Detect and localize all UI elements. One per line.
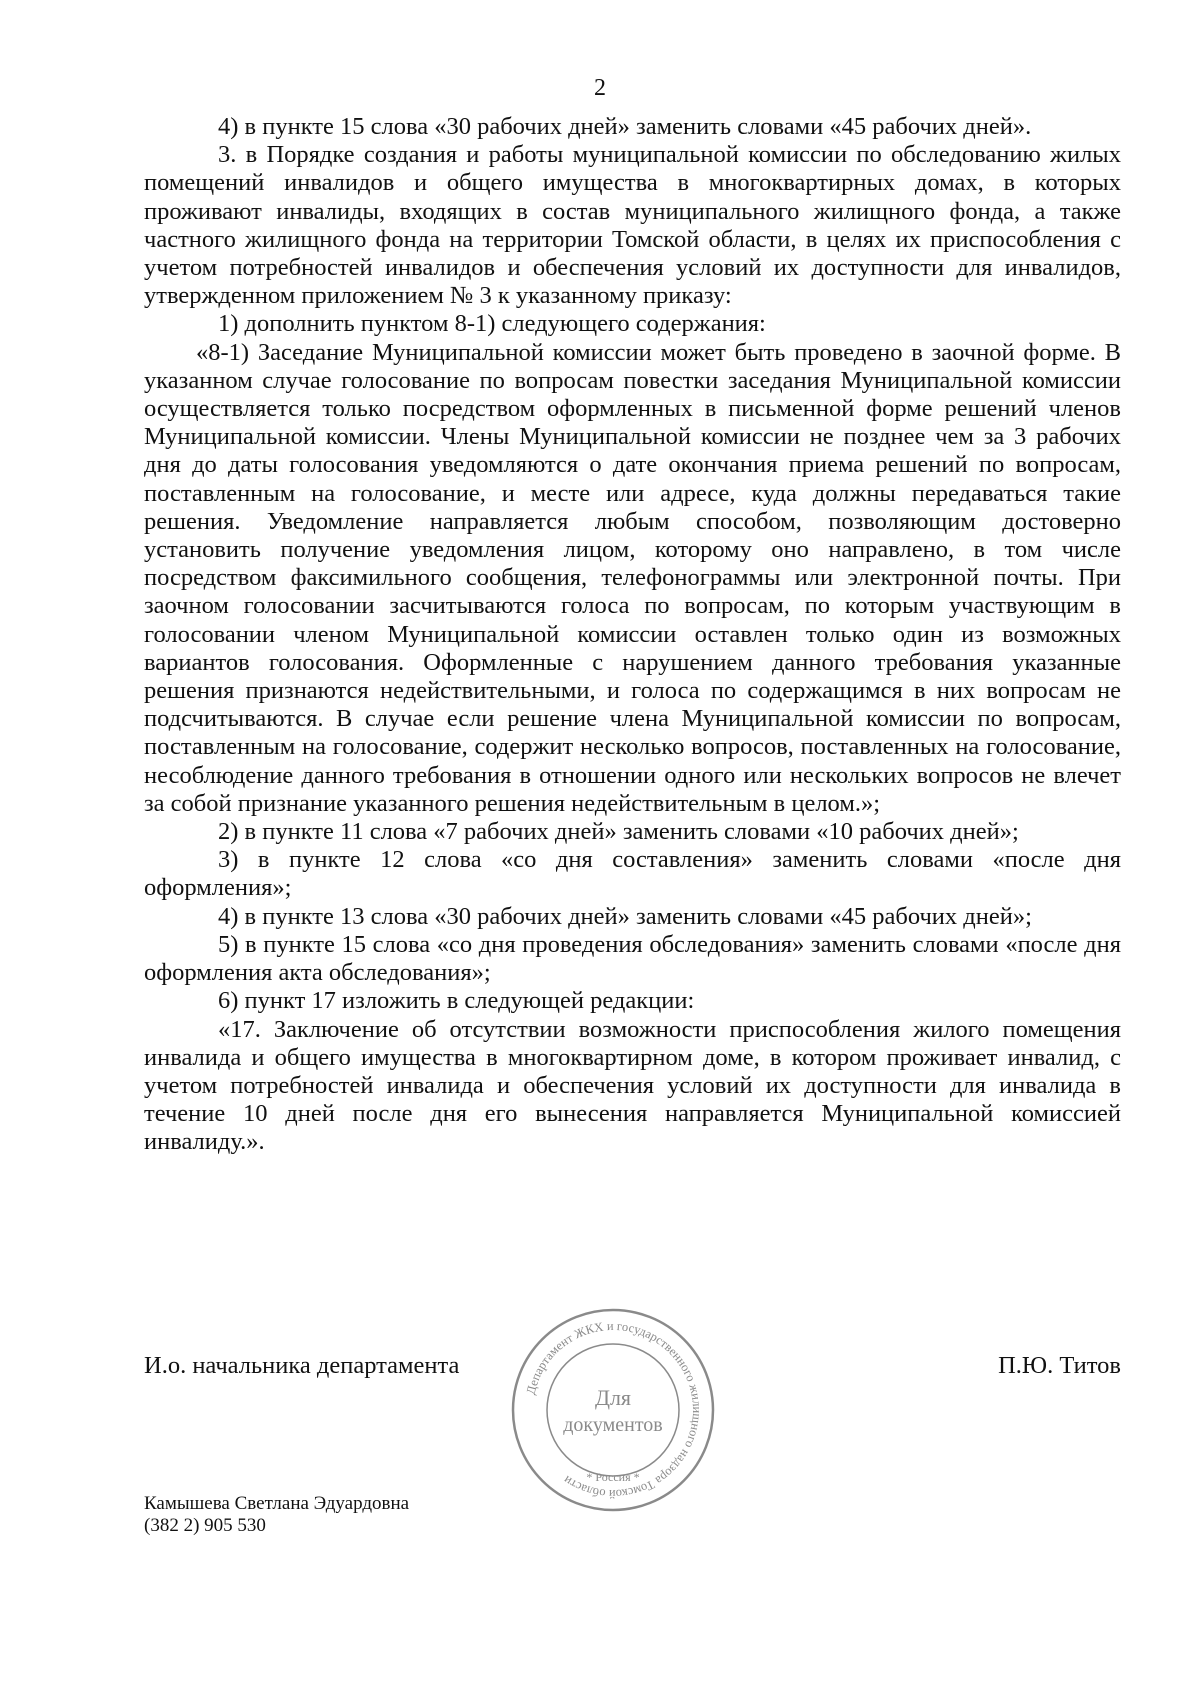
paragraph: «8-1) Заседание Муниципальной комиссии может быть проведено в заочной форме. В указанном случае голосование по вопросам повестки заседания Муниципальной комиссии осуществляется только посредством оформленных в письменной форме решений членов Муниципальной комиссии. Члены Муниципальной комиссии не позднее чем за 3 рабочих дня до даты голосования уведомляются о дате окончания приема решений по вопросам, поставленным на голосование, и месте или адресе, куда должны передаваться такие решения. Уведомление направляется любым способом, позволяющим достоверно установить получение уведомления лицом, которому оно направлено, в том числе посредством факсимильного сообщения, телефонограммы или электронной почты. При заочном голосовании засчитываются голоса по вопросам, по которым участвующим в голосовании членом Муниципальной комиссии оставлен только один из возможных вариантов голосования. Оформленные с нарушением данного требования указанные решения признаются недействительными, и голоса по содержащимся в них вопросам не подсчитываются. В случае если решение члена Муниципальной комиссии по вопросам, поставленным на голосование, содержит несколько вопросов, поставленных на голосование, несоблюдение данного требования в отношении одного или нескольких вопросов не влечет за собой признание указанного решения недействительным в целом.»; — [144, 338, 1121, 817]
stamp-bottom-text: * Россия * — [586, 1470, 640, 1484]
signer-name: П.Ю. Титов — [998, 1352, 1121, 1379]
paragraph: 1) дополнить пунктом 8-1) следующего содержания: — [218, 310, 766, 338]
stamp-center-line-1: Для — [594, 1385, 632, 1410]
paragraph: 3. в Порядке создания и работы муниципальной комиссии по обследованию жилых помещений инвалидов и общего имущества в многоквартирных домах, в которых проживают инвалиды, входящих в состав муниципального жилищного фонда, а также частного жилищного фонда на территории Томской области, в целях их приспособления с учетом потребностей инвалидов и обеспечения условий их доступности для инвалидов, утвержденном приложением № 3 к указанному приказу: — [144, 141, 1121, 310]
document-body — [144, 113, 1121, 1157]
stamp-center-line-2: документов — [563, 1414, 663, 1436]
executor-block — [144, 1493, 409, 1537]
paragraph: 2) в пункте 11 слова «7 рабочих дней» заменить словами «10 рабочих дней»; — [218, 818, 1019, 846]
page-number: 2 — [594, 75, 606, 101]
paragraph: «17. Заключение об отсутствии возможности приспособления жилого помещения инвалида и общего имущества в многоквартирном доме, в котором проживает инвалид, с учетом потребностей инвалида и обеспечения условий их доступности для инвалида в течение 10 дней после дня его вынесения направляется Муниципальной комиссией инвалиду.». — [144, 1015, 1121, 1156]
paragraph: 4) в пункте 15 слова «30 рабочих дней» заменить словами «45 рабочих дней». — [218, 113, 1032, 140]
paragraph: 5) в пункте 15 слова «со дня проведения обследования» заменить словами «после дня оформления акта обследования»; — [144, 930, 1121, 987]
paragraph: 3) в пункте 12 слова «со дня составления» заменить словами «после дня оформления»; — [144, 846, 1121, 902]
paragraph: 6) пункт 17 изложить в следующей редакции: — [218, 987, 695, 1015]
executor-phone: (382 2) 905 530 — [144, 1515, 266, 1536]
stamp-ring-text: Департамент ЖКХ и государственного жилищного надзора Томской области — [523, 1318, 705, 1502]
executor-name: Камышева Светлана Эдуардовна — [144, 1493, 410, 1514]
paragraph: 4) в пункте 13 слова «30 рабочих дней» заменить словами «45 рабочих дней»; — [218, 902, 1032, 930]
official-stamp — [508, 1305, 718, 1515]
stamp-inner-ring — [547, 1344, 679, 1476]
signer-position: И.о. начальника департамента — [144, 1352, 460, 1379]
